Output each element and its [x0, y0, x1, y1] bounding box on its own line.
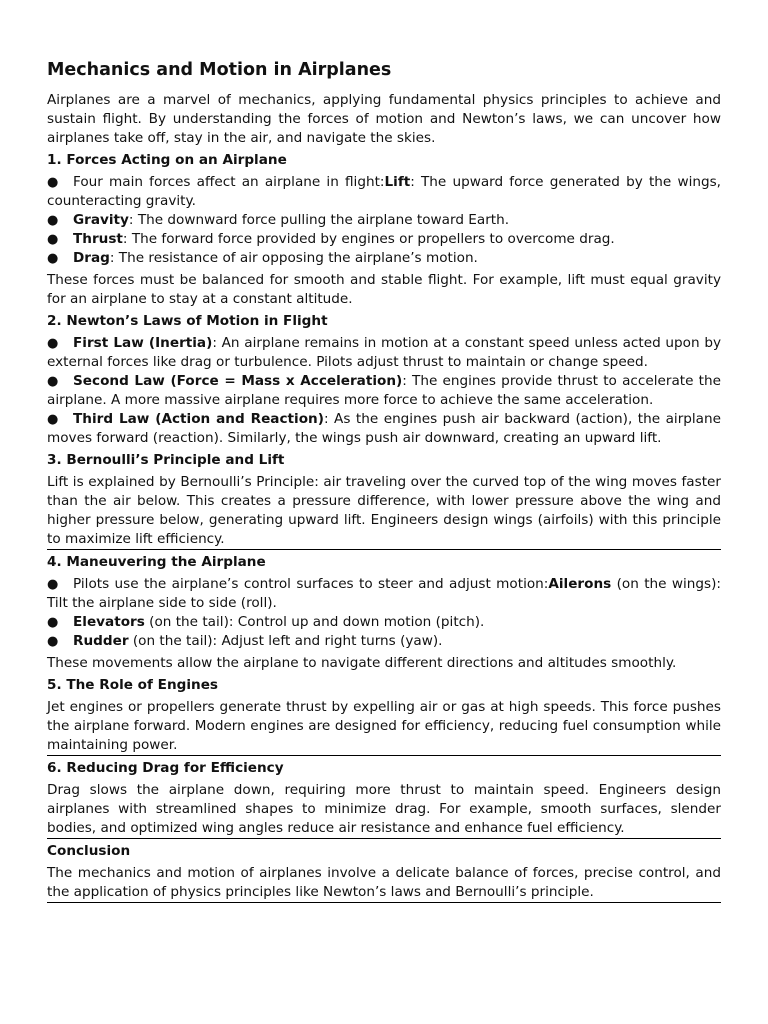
bullet-icon: ● — [47, 374, 59, 389]
drag-paragraph: Drag slows the airplane down, requiring more thrust to maintain speed. Engineers design airplanes with streamlined shapes to minimize drag. For example, smooth surfaces, slender bodies, and optimized wing angles reduce air resistance and enhance fuel efficiency. — [47, 781, 721, 839]
term-rudder: Rudder — [73, 633, 129, 649]
forces-list — [47, 173, 721, 268]
section-heading-forces: 1. Forces Acting on an Airplane — [47, 152, 287, 168]
term-third-law: Third Law (Action and Reaction) — [73, 411, 324, 427]
bullet-icon: ● — [47, 251, 59, 266]
section-heading-newton: 2. Newton’s Laws of Motion in Flight — [47, 313, 328, 329]
term-drag: Drag — [73, 250, 110, 266]
bullet-icon: ● — [47, 232, 59, 247]
bullet-icon: ● — [47, 634, 59, 649]
section-heading-maneuvering: 4. Maneuvering the Airplane — [47, 554, 266, 570]
forces-summary: These forces must be balanced for smooth and stable flight. For example, lift must equal gravity for an airplane to stay at a constant altitude. — [47, 272, 721, 307]
document-title: Mechanics and Motion in Airplanes — [47, 60, 392, 80]
section-heading-conclusion: Conclusion — [47, 843, 131, 859]
term-elevators: Elevators — [73, 614, 145, 630]
list-item: ● Pilots use the airplane’s control surfaces to steer and adjust motion:Ailerons (on the wings): Tilt the airplane side to side (roll). — [47, 576, 721, 611]
document-body — [47, 91, 721, 906]
term-gravity: Gravity — [73, 212, 129, 228]
list-item: ● First Law (Inertia): An airplane remains in motion at a constant speed unless acted upon by external forces like drag or turbulence. Pilots adjust thrust to maintain or change speed. — [47, 335, 722, 370]
section-heading-engines: 5. The Role of Engines — [47, 677, 219, 693]
list-item: ● Third Law (Action and Reaction): As the engines push air backward (action), the airplane moves forward (reaction). Similarly, the wings push air downward, creating an upward lift. — [47, 411, 721, 446]
newton-list — [47, 334, 721, 448]
term-thrust: Thrust — [73, 231, 123, 247]
bullet-icon: ● — [47, 615, 59, 630]
list-item: ● Drag: The resistance of air opposing the airplane’s motion. — [47, 250, 478, 266]
list-item: ● Second Law (Force = Mass x Acceleration): The engines provide thrust to accelerate the airplane. A more massive airplane requires more force to achieve the same acceleration. — [47, 373, 721, 408]
list-item: ● Rudder (on the tail): Adjust left and right turns (yaw). — [47, 633, 443, 649]
section-heading-bernoulli: 3. Bernoulli’s Principle and Lift — [47, 452, 285, 468]
bullet-icon: ● — [47, 175, 59, 190]
list-item: ● Gravity: The downward force pulling the airplane toward Earth. — [47, 212, 510, 228]
bernoulli-paragraph: Lift is explained by Bernoulli’s Principle: air traveling over the curved top of the wing moves faster than the air below. This creates a pressure difference, with lower pressure above the wing and higher pressure below, generating upward lift. Engineers design wings (airfoils) with this principle to maximize lift efficiency. — [47, 473, 721, 550]
maneuvering-list — [47, 575, 721, 651]
list-item: ● Four main forces affect an airplane in flight:Lift: The upward force generated by the wings, counteracting gravity. — [47, 174, 721, 209]
bullet-icon: ● — [47, 213, 59, 228]
list-item: ● Thrust: The forward force provided by engines or propellers to overcome drag. — [47, 231, 615, 247]
bullet-icon: ● — [47, 412, 59, 427]
maneuvering-summary: These movements allow the airplane to navigate different directions and altitudes smoothly. — [47, 655, 677, 671]
list-item: ● Elevators (on the tail): Control up and down motion (pitch). — [47, 614, 485, 630]
term-lift: Lift — [384, 174, 411, 190]
section-heading-drag: 6. Reducing Drag for Efficiency — [47, 760, 284, 776]
bullet-icon: ● — [47, 577, 59, 592]
engines-paragraph: Jet engines or propellers generate thrust by expelling air or gas at high speeds. This force pushes the airplane forward. Modern engines are designed for efficiency, reducing fuel consumption while maintaining power. — [47, 698, 721, 756]
term-second-law: Second Law (Force = Mass x Acceleration) — [73, 373, 403, 389]
bullet-icon: ● — [47, 336, 59, 351]
term-first-law: First Law (Inertia) — [73, 335, 213, 351]
term-ailerons: Ailerons — [548, 576, 612, 592]
intro-paragraph: Airplanes are a marvel of mechanics, applying fundamental physics principles to achieve and sustain flight. By understanding the forces of motion and Newton’s laws, we can uncover how airplanes take off, stay in the air, and navigate the skies. — [47, 92, 721, 146]
conclusion-paragraph: The mechanics and motion of airplanes involve a delicate balance of forces, precise control, and the application of physics principles like Newton’s laws and Bernoulli’s principle. — [47, 864, 721, 903]
